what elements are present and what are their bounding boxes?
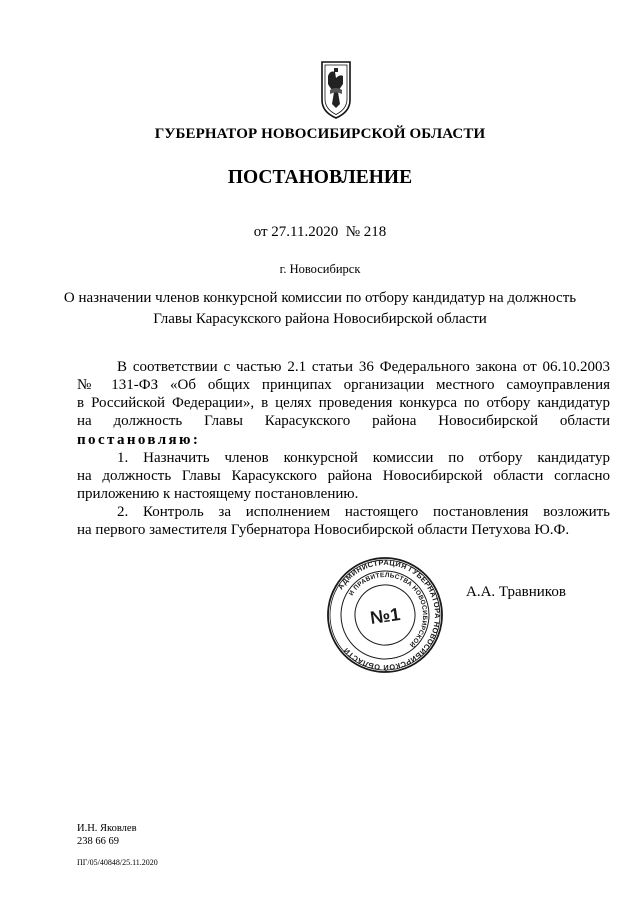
executor-phone: 238 66 69 [77,836,119,847]
issuing-authority: ГУБЕРНАТОР НОВОСИБИРСКОЙ ОБЛАСТИ [154,126,486,142]
stamp-outer-text: АДМИНИСТРАЦИЯ ГУБЕРНАТОРА НОВОСИБИРСКОЙ ОБЛАСТИ [335,557,443,673]
document-date-number: от 27.11.2020 № 218 [253,224,387,240]
body-line: № 131-ФЗ «Об общих принципах организации местного самоуправления [77,377,610,393]
document-city: г. Новосибирск [279,262,361,276]
body-line: 1. Назначить членов конкурсной комиссии по отбору кандидатур [117,450,610,466]
body-line: приложению к настоящему постановлению. [77,486,359,502]
body-line: 2. Контроль за исполнением настоящего постановления возложить [117,504,610,520]
official-seal-stamp [326,556,444,674]
body-line: в Российской Федерации», в целях проведения конкурса по отбору кандидатур [77,395,610,411]
decree-word [77,431,610,449]
body-line: на первого заместителя Губернатора Новосибирской области Петухова Ю.Ф. [77,522,570,538]
coat-of-arms-emblem [316,60,356,120]
decree-colon: : [192,432,198,448]
executor-info [77,822,137,848]
stamp-center-number: №1 [368,603,402,628]
signer-name: А.А. Травников [466,584,566,600]
executor-name: И.Н. Яковлев [77,823,137,834]
body-line: на должность Главы Карасукского района Новосибирской области [77,413,610,429]
body-line: на должность Главы Карасукского района Новосибирской области согласно [77,468,610,484]
subject-line: О назначении членов конкурсной комиссии по отбору кандидатур на должность [63,290,577,306]
document-registration-number: ПГ/05/40848/25.11.2020 [77,858,158,867]
subject-line: Главы Карасукского района Новосибирской области [153,311,487,327]
document-subject [0,288,640,330]
stamp-inner-text: И ПРАВИТЕЛЬСТВА НОВОСИБИРСКОЙ [347,571,429,649]
body-line: В соответствии с частью 2.1 статьи 36 Федерального закона от 06.10.2003 [117,359,610,375]
decree-word-text: постановляю [77,432,193,448]
document-type-heading: ПОСТАНОВЛЕНИЕ [227,167,413,188]
